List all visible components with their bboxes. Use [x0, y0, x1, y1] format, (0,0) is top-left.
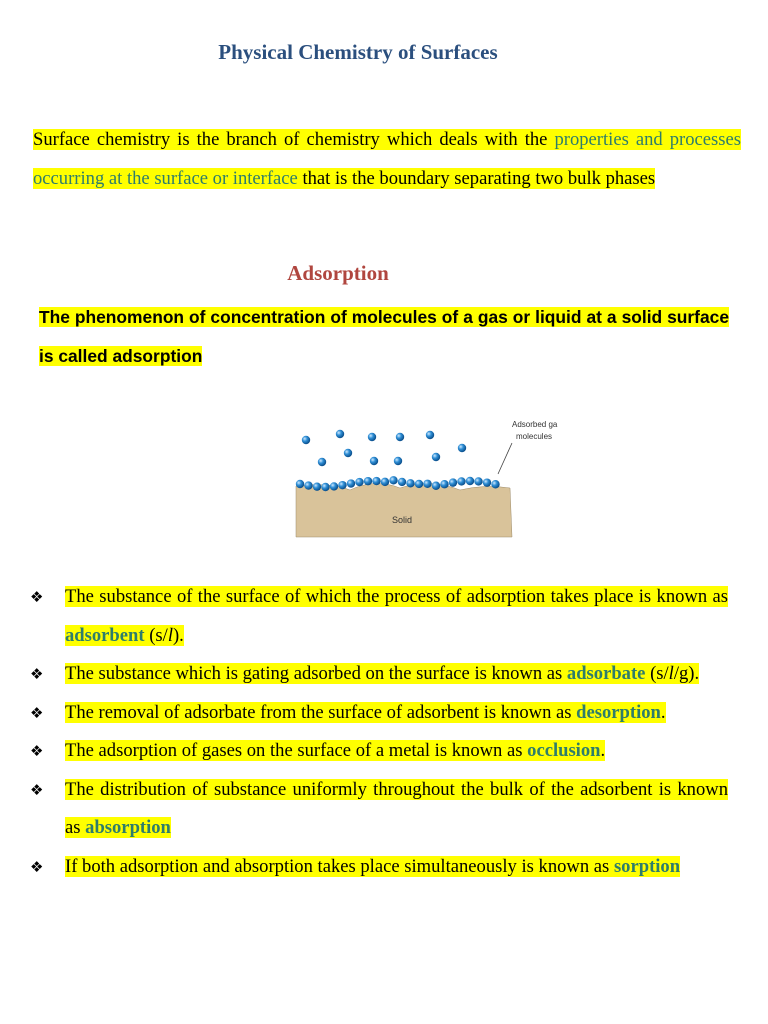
diamond-bullet-icon: ❖: [30, 665, 44, 683]
list-item: ❖ The removal of adsorbate from the surface of adsorbent is known as desorption.: [0, 694, 728, 733]
term-occlusion: occlusion: [527, 740, 601, 761]
molecule: [321, 483, 329, 491]
molecule: [304, 481, 312, 489]
diamond-bullet-icon: ❖: [30, 588, 44, 606]
molecule: [381, 478, 389, 486]
list-item: ❖ If both adsorption and absorption takes place simultaneously is known as sorption: [0, 848, 728, 887]
molecule: [336, 430, 344, 438]
molecule: [466, 477, 474, 485]
molecule: [398, 478, 406, 486]
term-absorption: absorption: [85, 817, 171, 838]
bullet-list: [0, 578, 768, 886]
molecule: [338, 481, 346, 489]
molecule: [313, 482, 321, 490]
molecule: [344, 449, 352, 457]
molecule: [330, 482, 338, 490]
intro-text-3: that is the boundary separating two bulk phases: [297, 167, 656, 189]
molecule: [389, 476, 397, 484]
molecule: [457, 477, 465, 485]
page-title: Physical Chemistry of Surfaces: [218, 40, 498, 64]
adsorption-diagram: [290, 410, 558, 545]
molecule: [355, 478, 363, 486]
diamond-bullet-icon: ❖: [30, 742, 44, 760]
molecule: [491, 480, 499, 488]
pointer-line: [498, 443, 512, 474]
term-sorption: sorption: [613, 855, 681, 877]
molecule: [432, 453, 440, 461]
molecule: [449, 478, 457, 486]
list-item: ❖ The adsorption of gases on the surface of a metal is known as occlusion.: [0, 732, 728, 771]
molecule: [372, 477, 380, 485]
molecule: [483, 478, 491, 486]
solid-block: [296, 483, 512, 537]
term-desorption: desorption: [576, 701, 661, 723]
definition-text: The phenomenon of concentration of molecules of a gas or liquid at a solid surface is called adsorption: [39, 307, 729, 366]
diamond-bullet-icon: ❖: [30, 857, 44, 876]
diamond-bullet-icon: ❖: [30, 780, 44, 799]
molecule: [406, 479, 414, 487]
molecule: [347, 479, 355, 487]
molecules-group: [296, 430, 500, 491]
intro-text-2: properties and processes occurring at the surface or interface: [33, 129, 741, 189]
molecules-label-2: molecules: [516, 432, 553, 441]
molecules-label-1: Adsorbed ga: [512, 420, 558, 429]
molecule: [474, 477, 482, 485]
section-heading: Adsorption: [287, 261, 389, 285]
term-adsorbent: adsorbent: [65, 624, 145, 646]
molecule: [370, 457, 378, 465]
molecule: [296, 480, 304, 488]
term-adsorbate: adsorbate: [566, 663, 646, 684]
list-item: ❖ The substance of the surface of which the process of adsorption takes place is known as adsorbent (s/l).: [0, 578, 728, 655]
intro-text-1: Surface chemistry is the branch of chemistry which deals with the: [33, 129, 555, 150]
molecule: [415, 480, 423, 488]
molecule: [394, 457, 402, 465]
molecule: [396, 433, 404, 441]
molecule: [458, 444, 466, 452]
solid-label: Solid: [392, 515, 413, 525]
list-item: ❖ The substance which is gating adsorbed on the surface is known as adsorbate (s/l/g).: [0, 655, 728, 694]
molecule: [440, 480, 448, 488]
molecule: [302, 436, 310, 444]
intro-paragraph: [33, 121, 741, 198]
molecule: [318, 458, 326, 466]
molecule: [364, 477, 372, 485]
molecule: [426, 431, 434, 439]
molecule: [423, 480, 431, 488]
molecule: [432, 482, 440, 490]
definition-paragraph: [39, 298, 729, 375]
molecule: [368, 433, 376, 441]
diamond-bullet-icon: ❖: [30, 703, 44, 722]
list-item: ❖ The distribution of substance uniformly throughout the bulk of the adsorbent is known as absorption: [0, 771, 728, 848]
